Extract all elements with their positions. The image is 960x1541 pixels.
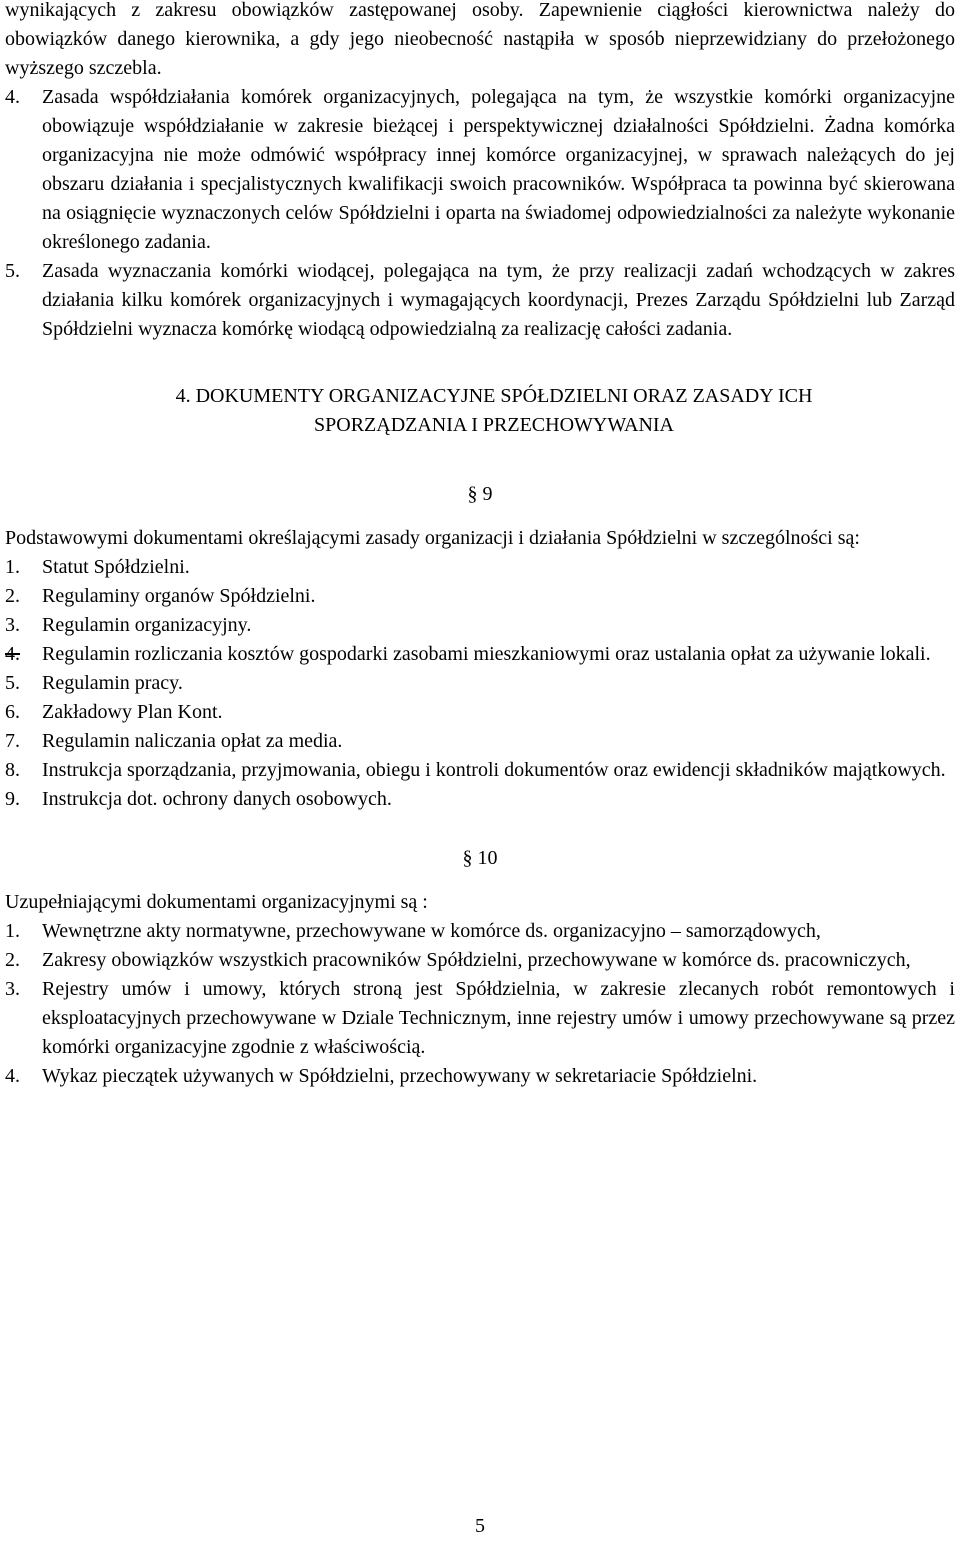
paragraph-sign-10: § 10: [462, 847, 498, 869]
list-text: Statut Spółdzielni.: [42, 556, 190, 578]
par9-list: [5, 553, 955, 814]
par9-intro: Podstawowymi dokumentami określającymi zasady organizacji i działania Spółdzielni w szczególności są:: [5, 527, 860, 549]
list-text: Rejestry umów i umowy, których stroną jest Spółdzielnia, w zakresie zlecanych robót remontowych i eksploatacyjnych przechowywane w Dziale Technicznym, inne rejestry umów i umowy przechowywane są przez komórki organizacyjne zgodnie z właściwością.: [42, 978, 955, 1058]
list-item: [5, 756, 955, 785]
continuation-text: wynikających z zakresu obowiązków zastępowanej osoby. Zapewnienie ciągłości kierownictwa należy do obowiązków danego kierownika, a gdy jego nieobecność nastąpiła w sposób nieprzewidziany do przełożonego wyższego szczebla.: [5, 0, 955, 79]
list-text: Regulamin pracy.: [42, 672, 183, 694]
principle-number: 5.: [5, 260, 20, 282]
list-item: [5, 727, 955, 756]
list-number: 3.: [5, 614, 20, 636]
principle-text: Zasada wyznaczania komórki wiodącej, polegająca na tym, że przy realizacji zadań wchodzących w zakres działania kilku komórek organizacyjnych i wymagających koordynacji, Prezes Zarządu Spółdzielni lub Zarząd Spółdzielni wyznacza komórkę wiodącą odpowiedzialną za realizację całości zadania.: [42, 260, 955, 340]
list-item: [5, 553, 955, 582]
list-number: 5.: [5, 672, 20, 694]
list-number: 6.: [5, 701, 20, 723]
principle-item-5: [5, 257, 955, 344]
list-text: Regulamin organizacyjny.: [42, 614, 252, 636]
section-title-line2: SPORZĄDZANIA I PRZECHOWYWANIA: [314, 414, 674, 436]
list-number: 2.: [5, 949, 20, 971]
list-text: Regulaminy organów Spółdzielni.: [42, 585, 316, 607]
par10-intro: Uzupełniającymi dokumentami organizacyjnymi są :: [5, 891, 428, 913]
section-title-line1: 4. DOKUMENTY ORGANIZACYJNE SPÓŁDZIELNI ORAZ ZASADY ICH: [175, 385, 813, 407]
list-number: 3.: [5, 978, 20, 1000]
list-text: Instrukcja sporządzania, przyjmowania, obiegu i kontroli dokumentów oraz ewidencji składników majątkowych.: [42, 759, 946, 781]
list-number: 4.: [5, 643, 20, 665]
list-item: [5, 640, 955, 669]
list-number: 9.: [5, 788, 20, 810]
list-text: Instrukcja dot. ochrony danych osobowych.: [42, 788, 392, 810]
list-item: [5, 698, 955, 727]
principle-text: Zasada współdziałania komórek organizacyjnych, polegająca na tym, że wszystkie komórki organizacyjne obowiązuje współdziałanie w zakresie bieżącej i perspektywicznej działalności Spółdzielni. Żadna komórka organizacyjna nie może odmówić współpracy innej komórce organizacyjnej, w sprawach należących do jej obszaru działania i specjalistycznych kwalifikacji swoich pracowników. Współpraca ta powinna być skierowana na osiągnięcie wyznaczonych celów Spółdzielni i oparta na świadomej odpowiedzialności za należyte wykonanie określonego zadania.: [42, 86, 955, 253]
section-title: [5, 382, 955, 440]
list-text: Regulamin rozliczania kosztów gospodarki zasobami mieszkaniowymi oraz ustalania opłat za używanie lokali.: [42, 643, 931, 665]
list-text: Wewnętrzne akty normatywne, przechowywane w komórce ds. organizacyjno – samorządowych,: [42, 920, 821, 942]
document-page: [5, 0, 955, 1091]
list-item: [5, 785, 955, 814]
par10-list: [5, 917, 955, 1091]
list-item: [5, 975, 955, 1062]
continuation-paragraph: [5, 0, 955, 83]
list-text: Zakresy obowiązków wszystkich pracowników Spółdzielni, przechowywane w komórce ds. pracowniczych,: [42, 949, 911, 971]
list-number: 1.: [5, 556, 20, 578]
list-text: Regulamin naliczania opłat za media.: [42, 730, 343, 752]
paragraph-sign-9: § 9: [467, 483, 493, 505]
list-item: [5, 611, 955, 640]
list-item: [5, 582, 955, 611]
list-number: 7.: [5, 730, 20, 752]
list-item: [5, 1062, 955, 1091]
principle-number: 4.: [5, 86, 20, 108]
list-number: 8.: [5, 759, 20, 781]
list-text: Wykaz pieczątek używanych w Spółdzielni, przechowywany w sekretariacie Spółdzielni.: [42, 1065, 758, 1087]
list-item: [5, 669, 955, 698]
list-number: 4.: [5, 1065, 20, 1087]
list-number: 1.: [5, 920, 20, 942]
list-item: [5, 917, 955, 946]
principle-item-4: [5, 83, 955, 257]
list-text: Zakładowy Plan Kont.: [42, 701, 223, 723]
list-number: 2.: [5, 585, 20, 607]
list-item: [5, 946, 955, 975]
page-number: 5: [475, 1515, 485, 1537]
